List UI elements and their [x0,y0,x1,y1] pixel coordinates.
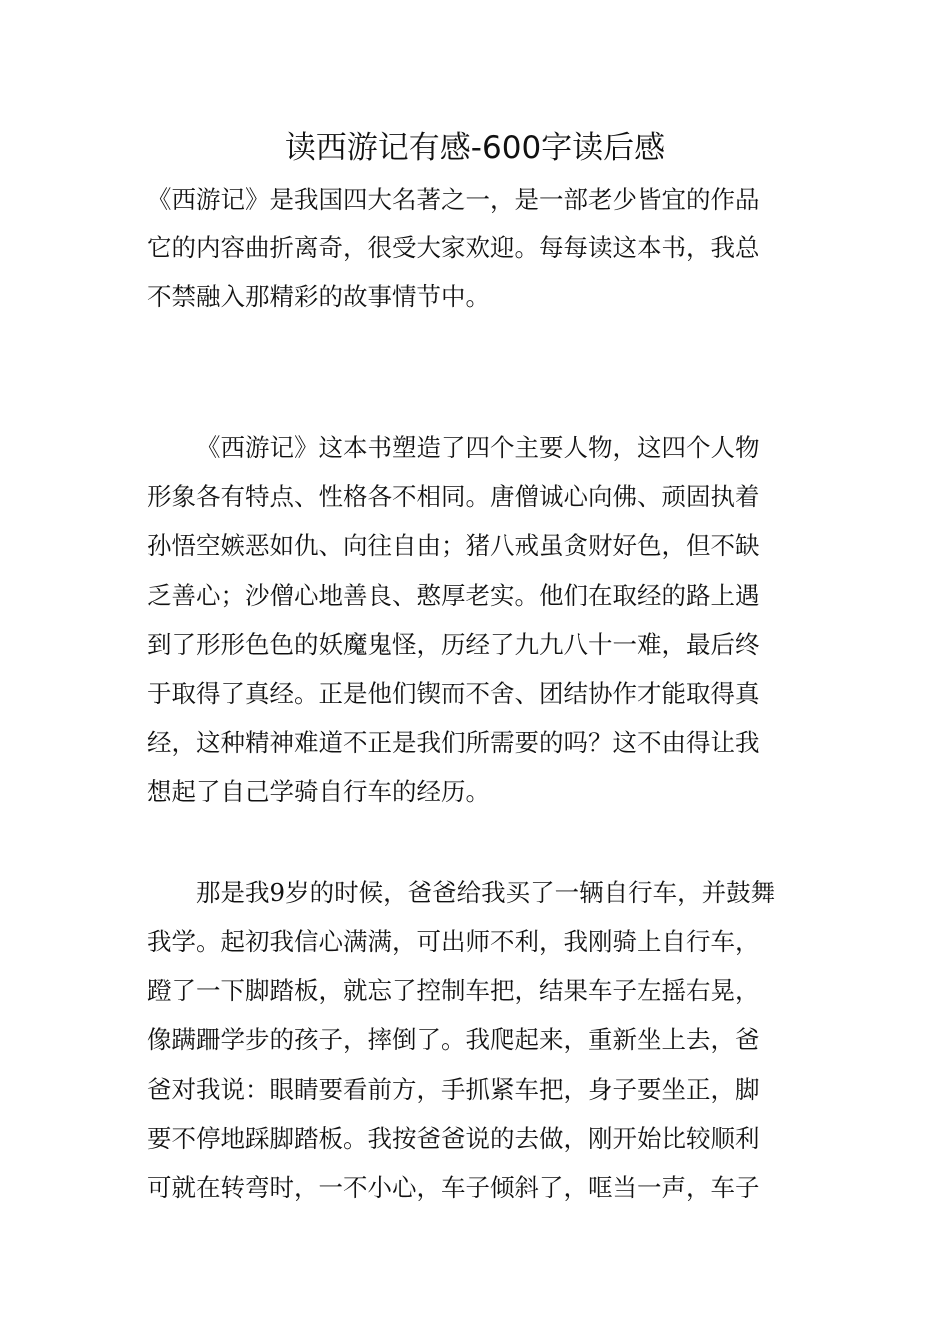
text-line: 它的内容曲折离奇，很受大家欢迎。每每读这本书，我总 [147,233,760,262]
text-line: 像蹒跚学步的孩子，摔倒了。我爬起来，重新坐上去，爸 [147,1025,760,1054]
text-line: 经，这种精神难道不正是我们所需要的吗？这不由得让我 [147,728,760,757]
text-line: 到了形形色色的妖魔鬼怪，历经了九九八十一难，最后终 [147,630,760,659]
text-line: 形象各有特点、性格各不相同。唐僧诚心向佛、顽固执着 [147,482,760,511]
text-line: 想起了自己学骑自行车的经历。 [147,777,490,806]
text-line: 孙悟空嫉恶如仇、向往自由；猪八戒虽贪财好色，但不缺 [147,531,760,560]
text-line: 《西游记》这本书塑造了四个主要人物，这四个人物 [196,433,760,462]
text-line: 要不停地踩脚踏板。我按爸爸说的去做，刚开始比较顺利 [147,1124,760,1153]
text-line: 我学。起初我信心满满，可出师不利，我刚骑上自行车， [147,927,760,956]
text-line: 那是我9岁的时候，爸爸给我买了一辆自行车，并鼓舞 [196,878,776,907]
text-line: 不禁融入那精彩的故事情节中。 [147,282,490,311]
text-line: 爸对我说：眼睛要看前方，手抓紧车把，身子要坐正，脚 [147,1075,760,1104]
text-line: 《西游记》是我国四大名著之一，是一部老少皆宜的作品 [147,185,760,214]
text-line: 可就在转弯时，一不小心，车子倾斜了，哐当一声，车子 [147,1173,760,1202]
text-line: 蹬了一下脚踏板，就忘了控制车把，结果车子左摇右晃， [147,976,760,1005]
document-title: 读西游记有感-600字读后感 [284,130,666,166]
text-line: 于取得了真经。正是他们锲而不舍、团结协作才能取得真 [147,679,760,708]
text-line: 乏善心；沙僧心地善良、憨厚老实。他们在取经的路上遇 [147,581,760,610]
